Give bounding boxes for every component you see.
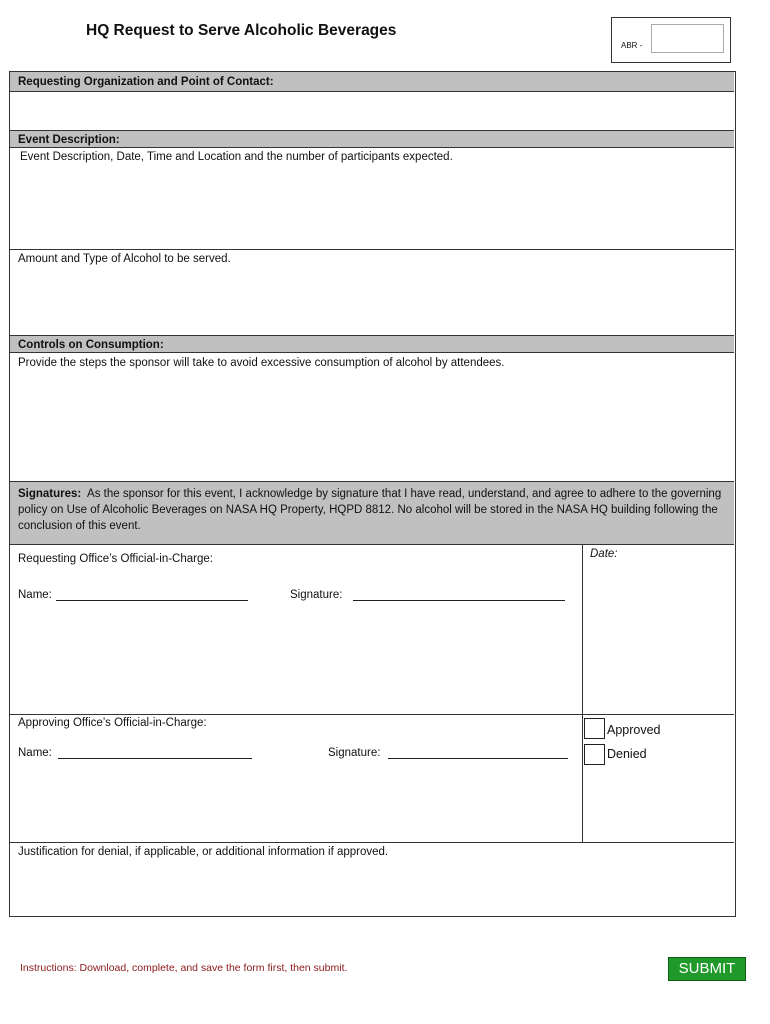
alcohol-prompt: Amount and Type of Alcohol to be served. [18, 253, 231, 265]
requesting-signature-label: Signature: [290, 589, 343, 601]
requesting-name-line[interactable] [56, 600, 248, 601]
requesting-name-label: Name: [18, 589, 52, 601]
requesting-org-header: Requesting Organization and Point of Contact: [10, 72, 734, 92]
approved-label: Approved [607, 723, 661, 737]
submit-button[interactable]: SUBMIT [668, 957, 746, 981]
approving-name-line[interactable] [58, 758, 252, 759]
abr-input[interactable] [651, 24, 724, 53]
date-label: Date: [590, 548, 618, 560]
requesting-official-label: Requesting Office’s Official-in-Charge: [18, 553, 213, 565]
requesting-date-field[interactable] [585, 564, 733, 712]
denied-checkbox[interactable] [584, 744, 605, 765]
form-title: HQ Request to Serve Alcoholic Beverages [86, 22, 397, 39]
signatures-header-text: As the sponsor for this event, I acknowledge by signature that I have read, understand, and agree to adhere to the governing policy on Use of Alcoholic Beverages on NASA HQ Property, HQPD 8812. No alcohol will be stored in the NASA HQ building following the conclusion of this event. [18, 488, 722, 532]
controls-field[interactable] [10, 372, 734, 480]
controls-prompt: Provide the steps the sponsor will take to avoid excessive consumption of alcohol by attendees. [18, 357, 505, 369]
requesting-org-field[interactable] [10, 92, 734, 130]
divider [10, 714, 734, 715]
signatures-header-bold: Signatures: [18, 488, 82, 500]
justification-field[interactable] [10, 862, 734, 914]
approving-signature-line[interactable] [388, 758, 568, 759]
approving-name-label: Name: [18, 747, 52, 759]
approving-official-label: Approving Office’s Official-in-Charge: [18, 717, 207, 729]
column-divider [582, 545, 583, 842]
approving-signature-label: Signature: [328, 747, 381, 759]
divider [10, 249, 734, 250]
divider [10, 842, 734, 843]
abr-label: ABR - [621, 41, 643, 50]
justification-prompt: Justification for denial, if applicable, or additional information if approved. [18, 846, 389, 858]
requesting-signature-line[interactable] [353, 600, 565, 601]
approved-checkbox[interactable] [584, 718, 605, 739]
form-table [9, 71, 736, 917]
event-description-field[interactable] [10, 166, 734, 248]
event-description-prompt: Event Description, Date, Time and Location and the number of participants expected. [20, 151, 453, 163]
controls-header: Controls on Consumption: [10, 335, 734, 353]
denied-label: Denied [607, 747, 647, 761]
event-description-header: Event Description: [10, 130, 734, 148]
instructions-text: Instructions: Download, complete, and save the form first, then submit. [20, 962, 348, 974]
signatures-header [10, 481, 734, 545]
alcohol-field[interactable] [10, 268, 734, 334]
